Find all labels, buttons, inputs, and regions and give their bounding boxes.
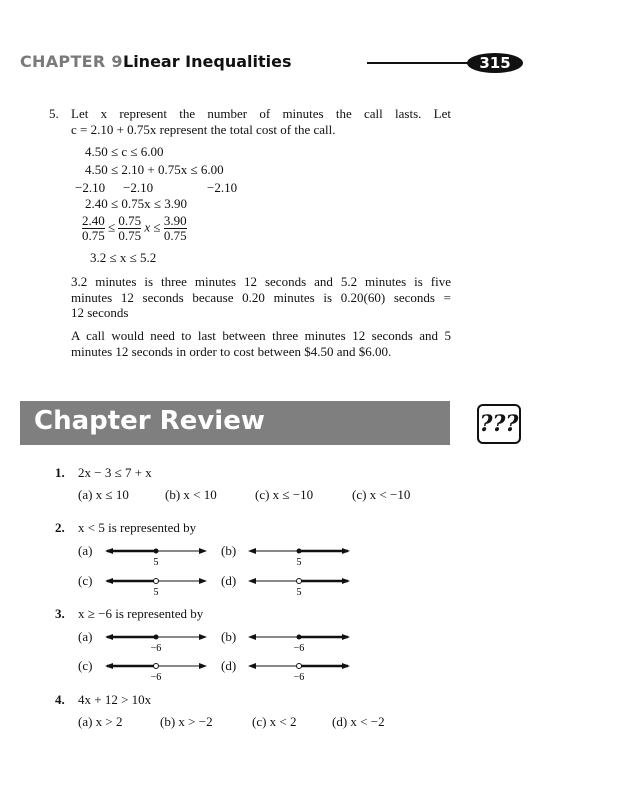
q4-option-c: (c) x < 2	[252, 714, 297, 729]
para2-line1: A call would need to last between three minutes 12 seconds and 5	[71, 328, 451, 343]
q4-text: 4x + 12 > 10x	[78, 692, 152, 707]
q1-option-d: (c) x < −10	[352, 487, 411, 502]
q2-tick-a: 5	[153, 557, 159, 568]
step-3b: −2.10	[123, 180, 154, 195]
q4-option-a: (a) x > 2	[78, 714, 123, 729]
q3-label-d: (d)	[221, 658, 237, 673]
q3-label-a: (a)	[78, 629, 93, 644]
q3-tick-c: −6	[150, 672, 162, 683]
q2-label-b: (b)	[221, 543, 237, 558]
para2-line2: minutes 12 seconds in order to cost between $4.50 and $6.00.	[71, 344, 392, 359]
q2-label-c: (c)	[78, 573, 93, 588]
step-4: 2.40 ≤ 0.75x ≤ 3.90	[85, 196, 188, 211]
q3-number-line-c	[105, 659, 210, 683]
q4-number: 4.	[55, 692, 65, 707]
q3-text: x ≥ −6 is represented by	[78, 606, 204, 621]
page-number: 315	[467, 53, 523, 73]
question-marks-icon: ???	[477, 404, 521, 444]
chapter-label: CHAPTER 9	[20, 52, 123, 71]
q1-option-a: (a) x ≤ 10	[78, 487, 129, 502]
fraction-2: $\frac{0.75}{0.75}$	[118, 213, 142, 243]
fraction-1: $\frac{2.40}{0.75}$	[82, 213, 105, 243]
q3-tick-b: −6	[293, 643, 305, 654]
step-5: $\frac{2.40}{0.75}$ ≤ $\frac{0.75}{0.75}$ x ≤ $\frac{3.90}{0.75}$	[82, 213, 187, 243]
q2-number-line-a	[105, 544, 210, 568]
q2-tick-c: 5	[153, 587, 159, 598]
chapter-title: Linear Inequalities	[123, 52, 292, 71]
q3-number-line-a	[105, 630, 210, 654]
q3-label-c: (c)	[78, 658, 93, 673]
chapter-review-title: Chapter Review	[34, 406, 265, 436]
step-3a: −2.10	[75, 180, 106, 195]
q3-number: 3.	[55, 606, 65, 621]
q1-option-c: (c) x ≤ −10	[255, 487, 314, 502]
q4-option-b: (b) x > −2	[160, 714, 213, 729]
step-2: 4.50 ≤ 2.10 + 0.75x ≤ 6.00	[85, 162, 224, 177]
step-1: 4.50 ≤ c ≤ 6.00	[85, 144, 164, 159]
q1-number: 1.	[55, 465, 65, 480]
q4-option-d: (d) x < −2	[332, 714, 385, 729]
q2-tick-d: 5	[296, 587, 302, 598]
q3-tick-a: −6	[150, 643, 162, 654]
para1-line3: 12 seconds	[71, 305, 129, 320]
para1-line2: minutes 12 seconds because 0.20 minutes is 0.20(60) seconds =	[71, 290, 451, 305]
q3-number-line-b	[248, 630, 353, 654]
q3-number-line-d	[248, 659, 353, 683]
q2-number-line-d	[248, 574, 353, 598]
q2-label-a: (a)	[78, 543, 93, 558]
q1-text: 2x − 3 ≤ 7 + x	[78, 465, 152, 480]
fraction-3: $\frac{3.90}{0.75}$	[163, 213, 187, 243]
step-6: 3.2 ≤ x ≤ 5.2	[90, 250, 157, 265]
para1-line1: 3.2 minutes is three minutes 12 seconds and 5.2 minutes is five	[71, 274, 451, 289]
q3-tick-d: −6	[293, 672, 305, 683]
q2-label-d: (d)	[221, 573, 237, 588]
q1-option-b: (b) x < 10	[165, 487, 217, 502]
q2-number: 2.	[55, 520, 65, 535]
solution-number: 5.	[49, 106, 59, 121]
q2-text: x < 5 is represented by	[78, 520, 197, 535]
q3-label-b: (b)	[221, 629, 237, 644]
q2-number-line-b	[248, 544, 353, 568]
solution-intro-line2: c = 2.10 + 0.75x represent the total cost of the call.	[71, 122, 336, 137]
q2-number-line-c	[105, 574, 210, 598]
step-3c: −2.10	[207, 180, 238, 195]
header-rule	[367, 62, 477, 64]
q2-tick-b: 5	[296, 557, 302, 568]
solution-intro-line1: Let x represent the number of minutes the call lasts. Let	[71, 106, 451, 121]
